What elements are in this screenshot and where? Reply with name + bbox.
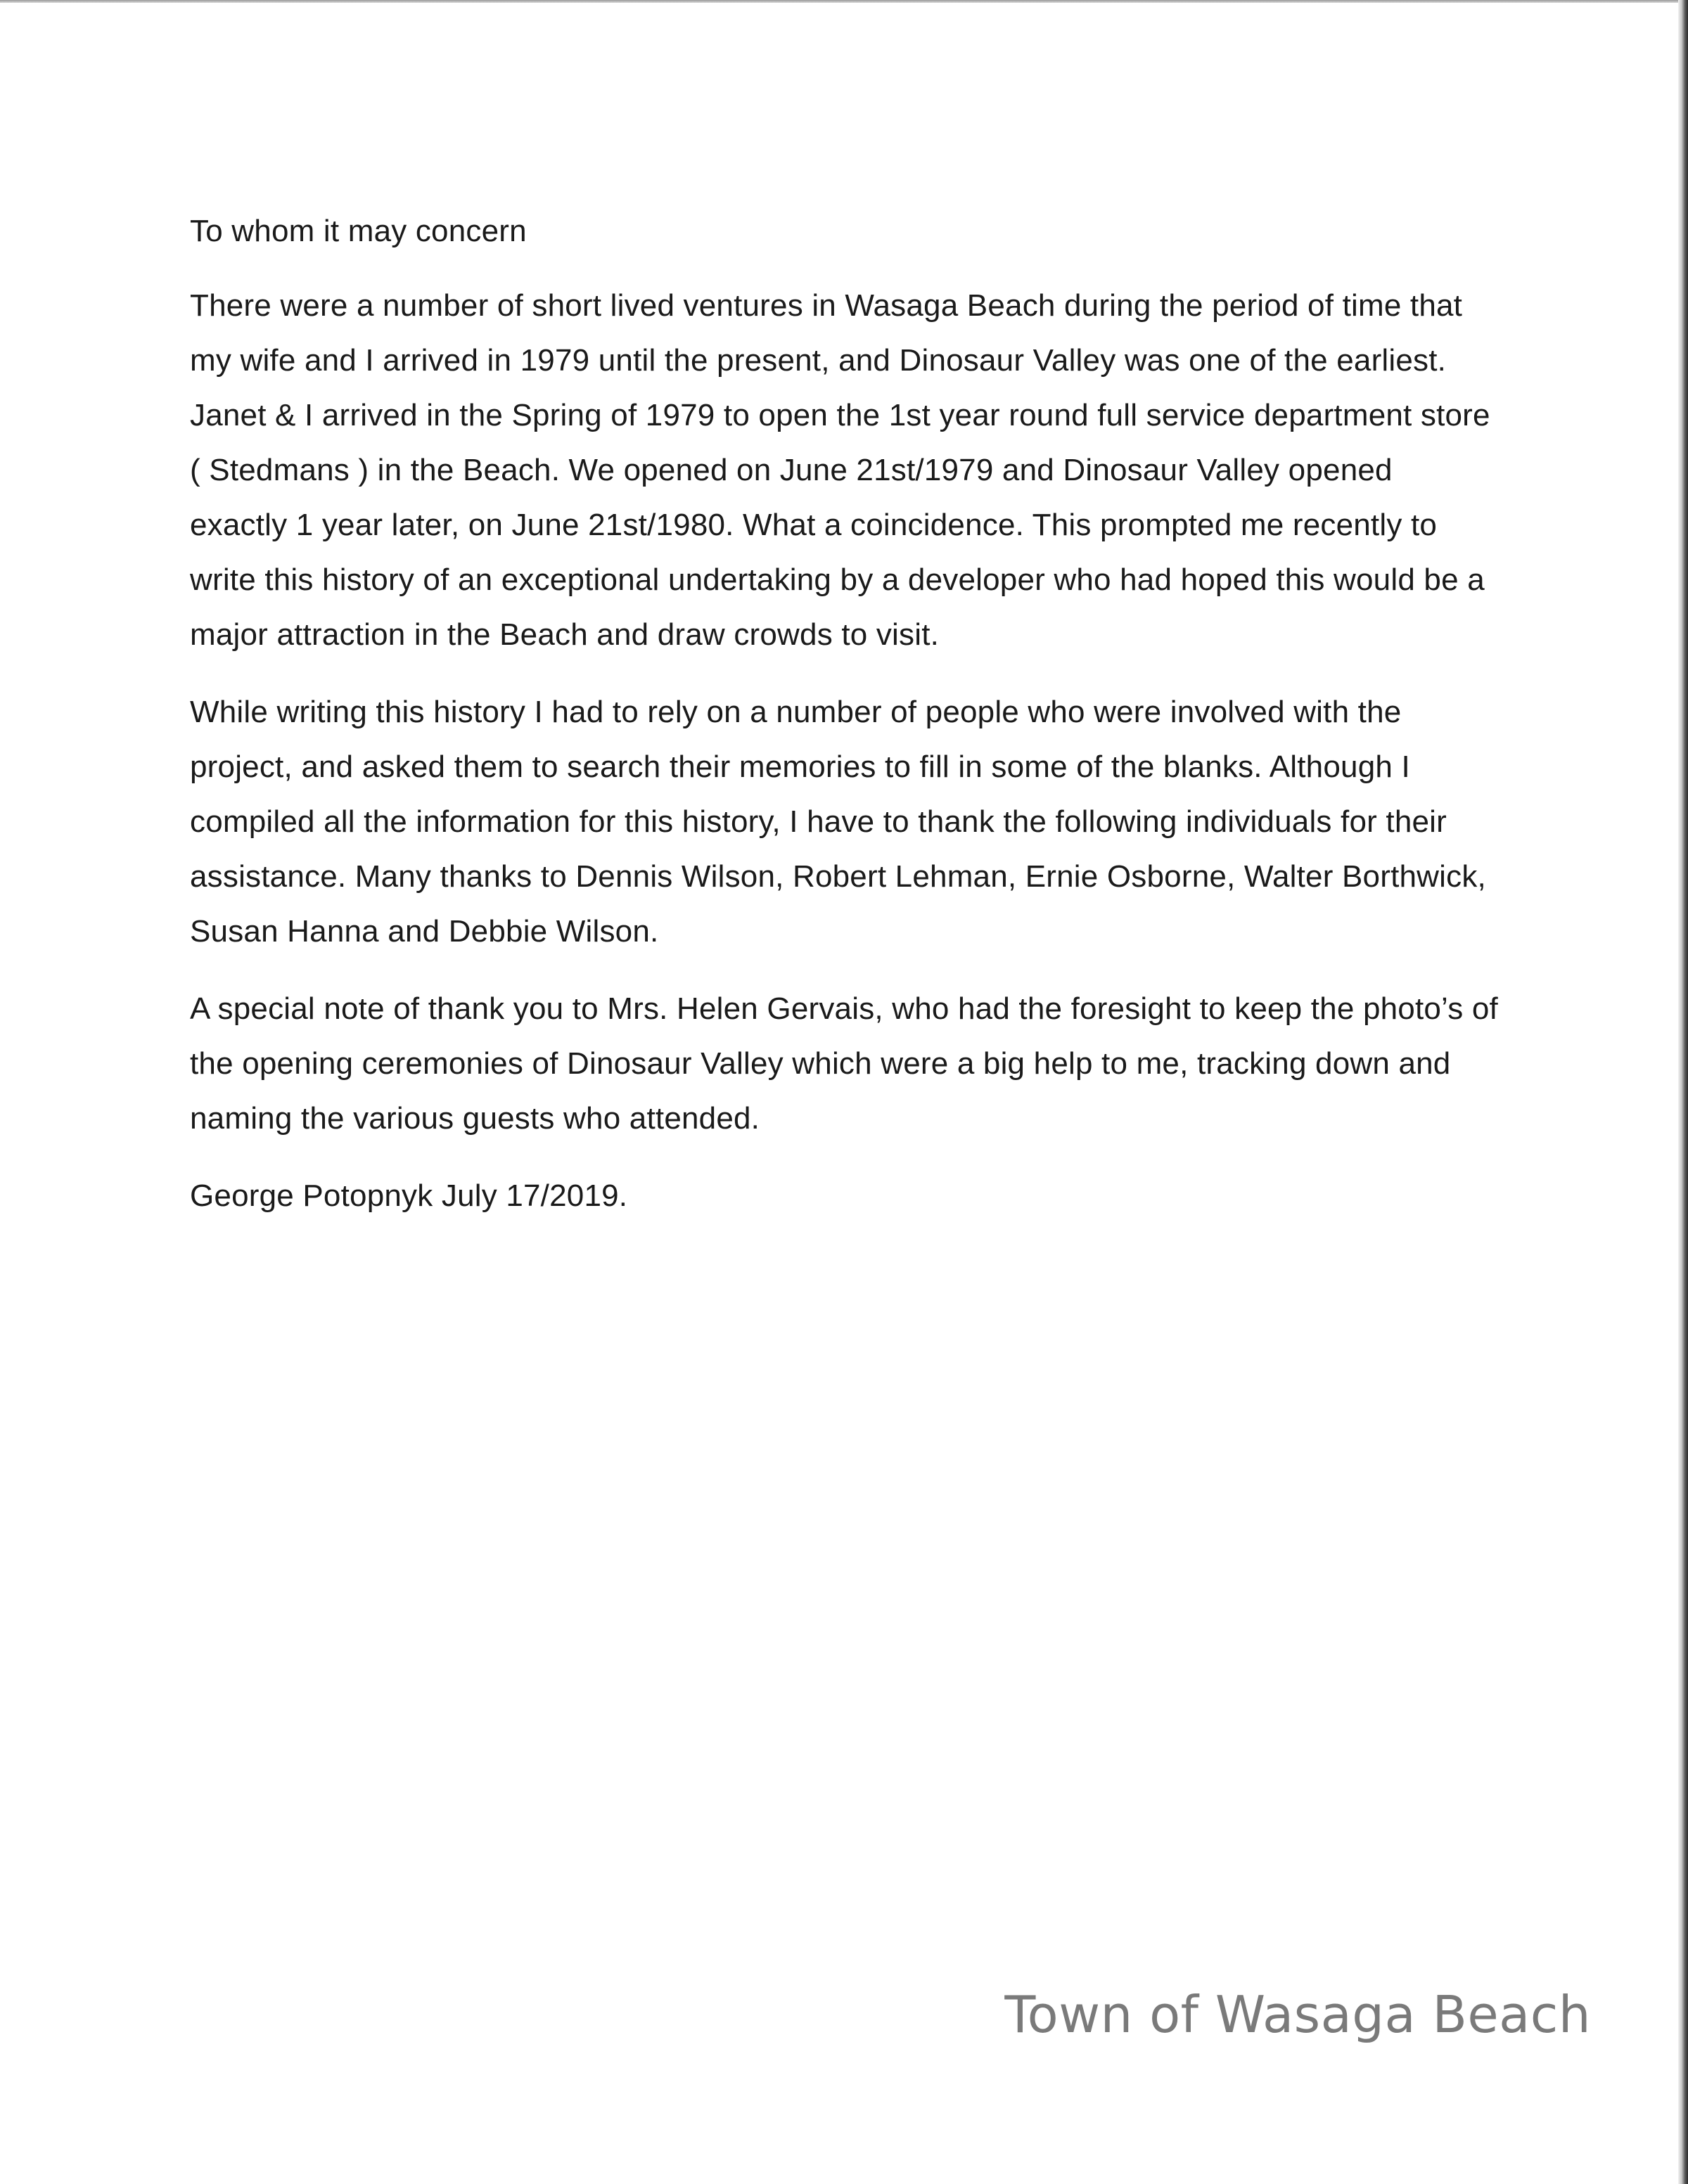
footer-watermark: Town of Wasaga Beach [1004,1985,1591,2044]
letter-body [190,204,1498,1246]
paragraph-intro: There were a number of short lived ventures in Wasaga Beach during the period of time that my wife and I arrived in 1979 until the present, and Dinosaur Valley was one of the earliest. Janet & I arrived in the Spring of 1979 to open the 1st year round full service department store ( Stedmans ) in the Beach. We opened on June 21st/1979 and Dinosaur Valley opened exactly 1 year later, on June 21st/1980. What a coincidence. This prompted me recently to write this history of an exceptional undertaking by a developer who had hoped this would be a major attraction in the Beach and draw crowds to visit. [190,288,1490,652]
paragraph-special-thanks: A special note of thank you to Mrs. Helen Gervais, who had the foresight to keep the photo’s of the opening ceremonies of Dinosaur Valley which were a big help to me, tracking down and naming the various guests who attended. [190,991,1498,1136]
paragraph-acknowledgements: While writing this history I had to rely on a number of people who were involved with the project, and asked them to search their memories to fill in some of the blanks. Although I compiled all the information for this history, I have to thank the following individuals for their assistance. Many thanks to Dennis Wilson, Robert Lehman, Ernie Osborne, Walter Borthwick, Susan Hanna and Debbie Wilson. [190,695,1486,949]
signature-line: George Potopnyk July 17/2019. [190,1178,628,1213]
salutation: To whom it may concern [190,214,527,248]
scan-edge-top [0,0,1688,3]
scan-edge-right [1678,0,1688,2184]
